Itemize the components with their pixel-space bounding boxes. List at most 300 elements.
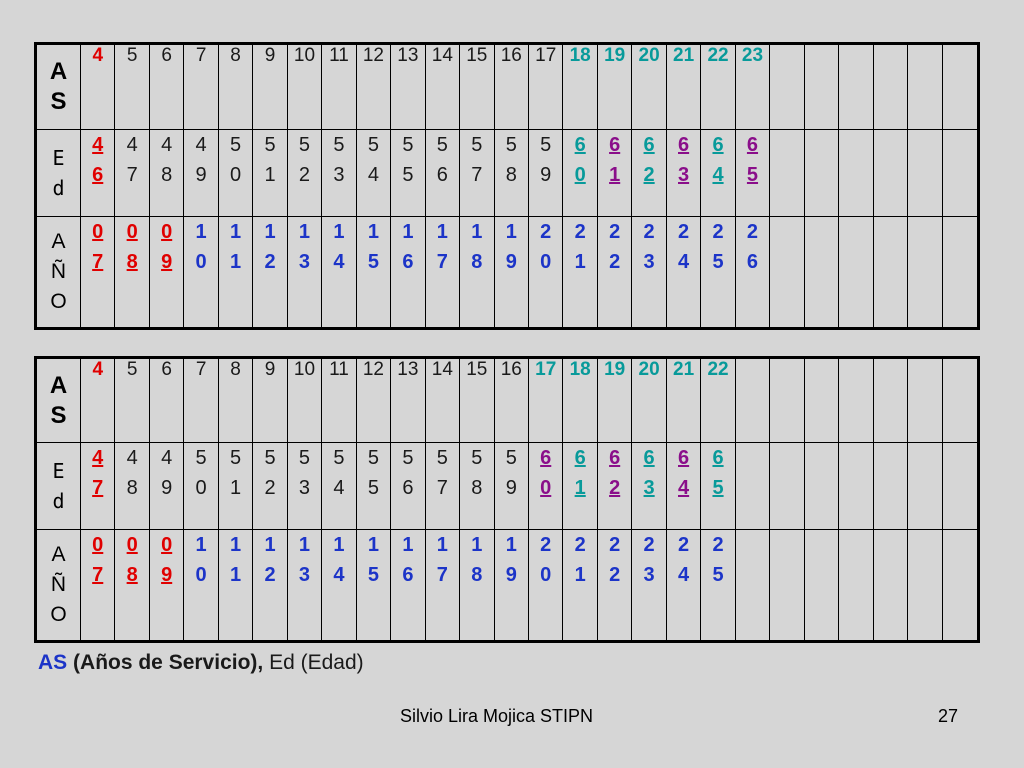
as-cell: [908, 359, 942, 443]
row-header-anio: [37, 217, 81, 327]
ed-cell: [391, 443, 425, 530]
as-cell: [81, 359, 115, 443]
as-cell: [529, 45, 563, 130]
age-value: 5 2: [264, 447, 276, 499]
as-value: 11: [329, 45, 349, 66]
ed-cell: [460, 130, 494, 217]
age-value: 6 1: [574, 447, 586, 499]
as-value: 9: [264, 359, 276, 380]
age-value: 5 6: [402, 447, 414, 499]
anio-cell: [288, 530, 322, 640]
as-value: 21: [673, 45, 695, 66]
as-value: 22: [707, 359, 729, 380]
anio-cell: [632, 530, 666, 640]
ed-cell: [391, 130, 425, 217]
as-value: 16: [500, 359, 522, 380]
anio-cell: [495, 217, 529, 327]
as-cell: [253, 45, 287, 130]
anio-cell: [701, 530, 735, 640]
anio-cell: [563, 530, 597, 640]
ed-cell: [322, 130, 356, 217]
as-cell: [874, 359, 908, 443]
anio-cell: [598, 530, 632, 640]
age-value: 5 1: [264, 134, 276, 186]
footer-author: Silvio Lira Mojica STIPN: [400, 706, 594, 726]
ed-cell: [874, 443, 908, 530]
anio-cell: [839, 217, 873, 327]
ed-cell: [253, 130, 287, 217]
ed-cell: [219, 443, 253, 530]
as-value: 17: [535, 359, 557, 380]
as-value: 10: [293, 359, 316, 380]
year-value: 0 8: [126, 221, 138, 273]
as-value: 8: [230, 45, 241, 66]
as-cell: [184, 45, 218, 130]
year-value: 1 5: [367, 221, 379, 273]
as-value: 13: [397, 359, 419, 380]
anio-cell: [874, 530, 908, 640]
year-value: 2 6: [746, 221, 759, 273]
ed-cell: [943, 443, 977, 530]
anio-cell: [357, 530, 391, 640]
as-cell: [426, 359, 460, 443]
as-value: 17: [535, 45, 557, 66]
anio-cell: [253, 217, 287, 327]
anio-cell: [495, 530, 529, 640]
year-value: 1 4: [333, 534, 345, 586]
ed-cell: [563, 130, 597, 217]
as-value: 15: [466, 359, 488, 380]
ed-cell: [253, 443, 287, 530]
ed-cell: [839, 443, 873, 530]
anio-cell: [150, 217, 184, 327]
age-value: 6 4: [712, 134, 724, 186]
row-header-letter: A: [49, 371, 68, 399]
ed-cell: [184, 130, 218, 217]
as-value: 12: [362, 45, 384, 66]
as-value: 10: [293, 45, 316, 66]
as-cell: [322, 45, 356, 130]
as-cell: [357, 45, 391, 130]
year-value: 2 5: [712, 534, 724, 586]
ed-cell: [495, 130, 529, 217]
age-value: 4 6: [92, 134, 104, 186]
as-value: 18: [569, 359, 591, 380]
ed-cell: [357, 130, 391, 217]
page-number: 27: [938, 706, 959, 726]
ed-cell: [115, 443, 149, 530]
as-cell: [219, 45, 253, 130]
age-value: 4 9: [161, 447, 173, 499]
as-cell: [736, 45, 770, 130]
ed-cell: [839, 130, 873, 217]
as-value: 5: [126, 45, 138, 66]
anio-cell: [391, 530, 425, 640]
ed-cell: [598, 443, 632, 530]
anio-cell: [908, 530, 942, 640]
year-value: 1 4: [333, 221, 345, 273]
ed-cell: [667, 443, 701, 530]
ed-cell: [701, 130, 735, 217]
legend: [38, 651, 364, 675]
age-value: 5 3: [333, 134, 345, 186]
anio-cell: [184, 217, 218, 327]
year-value: 1 3: [298, 221, 311, 273]
as-value: 23: [741, 45, 764, 66]
as-cell: [150, 359, 184, 443]
anio-cell: [667, 217, 701, 327]
age-value: 4 8: [161, 134, 173, 186]
year-value: 0 8: [126, 534, 138, 586]
ed-cell: [943, 130, 977, 217]
row-header-anio: [37, 530, 81, 640]
year-value: 2 4: [678, 221, 690, 273]
age-value: 5 5: [402, 134, 414, 186]
ed-cell: [598, 130, 632, 217]
anio-cell: [563, 217, 597, 327]
as-value: 19: [604, 45, 626, 66]
year-value: 1 9: [505, 221, 517, 273]
as-cell: [460, 45, 494, 130]
as-cell: [288, 45, 322, 130]
ed-cell: [426, 130, 460, 217]
anio-cell: [874, 217, 908, 327]
as-cell: [288, 359, 322, 443]
year-value: 2 4: [678, 534, 690, 586]
as-value: 11: [329, 359, 349, 380]
age-value: 5 8: [471, 447, 483, 499]
ed-cell: [805, 443, 839, 530]
as-value: 8: [230, 359, 241, 380]
anio-cell: [460, 530, 494, 640]
as-value: 5: [126, 359, 138, 380]
age-value: 6 4: [678, 447, 690, 499]
as-cell: [598, 359, 632, 443]
year-value: 1 6: [402, 221, 414, 273]
anio-cell: [701, 217, 735, 327]
as-value: 18: [569, 45, 591, 66]
as-cell: [908, 45, 942, 130]
age-value: 5 0: [230, 134, 242, 186]
ed-cell: [184, 443, 218, 530]
legend-ed-desc: Ed (Edad): [269, 651, 364, 674]
ed-cell: [701, 443, 735, 530]
anio-cell: [184, 530, 218, 640]
as-cell: [943, 359, 977, 443]
ed-cell: [770, 130, 804, 217]
age-value: 5 5: [367, 447, 379, 499]
year-value: 2 5: [712, 221, 724, 273]
ed-cell: [563, 443, 597, 530]
year-value: 2 2: [609, 534, 621, 586]
anio-cell: [219, 217, 253, 327]
as-value: 9: [264, 45, 276, 66]
year-value: 1 5: [367, 534, 379, 586]
age-value: 5 4: [333, 447, 345, 499]
age-value: 6 3: [643, 447, 655, 499]
anio-cell: [839, 530, 873, 640]
anio-cell: [219, 530, 253, 640]
anio-cell: [253, 530, 287, 640]
anio-cell: [667, 530, 701, 640]
ed-cell: [81, 130, 115, 217]
ed-cell: [460, 443, 494, 530]
as-cell: [81, 45, 115, 130]
as-value: 19: [604, 359, 626, 380]
row-header-letter: A: [49, 58, 68, 85]
as-cell: [184, 359, 218, 443]
age-value: 5 7: [471, 134, 483, 186]
year-value: 2 2: [609, 221, 621, 273]
ed-cell: [426, 443, 460, 530]
as-cell: [667, 359, 701, 443]
anio-cell: [805, 530, 839, 640]
as-cell: [563, 359, 597, 443]
anio-cell: [943, 530, 977, 640]
age-value: 6 0: [540, 447, 552, 499]
ed-cell: [219, 130, 253, 217]
year-value: 1 1: [230, 534, 242, 586]
year-value: 0 7: [92, 534, 104, 586]
age-value: 6 2: [643, 134, 655, 186]
ed-cell: [81, 443, 115, 530]
as-cell: [805, 359, 839, 443]
anio-cell: [81, 530, 115, 640]
ed-cell: [667, 130, 701, 217]
as-cell: [943, 45, 977, 130]
as-cell: [322, 359, 356, 443]
anio-cell: [908, 217, 942, 327]
as-cell: [391, 359, 425, 443]
year-value: 1 8: [471, 534, 483, 586]
row-header-letter: O: [50, 290, 67, 313]
as-cell: [598, 45, 632, 130]
year-value: 1 2: [264, 221, 276, 273]
as-cell: [150, 45, 184, 130]
year-value: 2 3: [643, 221, 655, 273]
age-value: 6 0: [574, 134, 586, 186]
as-cell: [219, 359, 253, 443]
row-header-letter: A: [51, 230, 66, 253]
as-cell: [529, 359, 563, 443]
age-value: 4 7: [126, 134, 138, 186]
year-value: 1 7: [436, 221, 448, 273]
as-value: 16: [500, 45, 522, 66]
age-value: 6 2: [609, 447, 621, 499]
year-value: 0 9: [161, 221, 173, 273]
age-value: 5 1: [230, 447, 242, 499]
ed-cell: [529, 130, 563, 217]
age-value: 5 4: [367, 134, 379, 186]
as-value: 14: [431, 359, 453, 380]
year-value: 2 3: [643, 534, 655, 586]
year-value: 2 1: [574, 534, 586, 586]
anio-cell: [736, 530, 770, 640]
year-value: 1 1: [230, 221, 242, 273]
ed-cell: [150, 130, 184, 217]
anio-cell: [529, 530, 563, 640]
anio-cell: [322, 530, 356, 640]
row-header-letter: d: [52, 176, 65, 200]
row-header-ed: [37, 130, 81, 217]
ed-cell: [736, 130, 770, 217]
row-header-letter: S: [50, 88, 67, 115]
age-value: 5 9: [540, 134, 552, 186]
as-value: 14: [431, 45, 453, 66]
row-header-letter: E: [52, 146, 65, 170]
ed-cell: [874, 130, 908, 217]
row-header-letter: A: [51, 543, 66, 566]
year-value: 1 8: [471, 221, 483, 273]
anio-cell: [805, 217, 839, 327]
as-value: 4: [92, 45, 104, 66]
ed-cell: [805, 130, 839, 217]
as-value: 22: [707, 45, 729, 66]
legend-as-abbr: AS: [38, 651, 68, 674]
as-cell: [770, 359, 804, 443]
anio-cell: [322, 217, 356, 327]
anio-cell: [770, 530, 804, 640]
ed-cell: [908, 130, 942, 217]
year-value: 1 7: [436, 534, 448, 586]
as-value: 6: [161, 45, 172, 66]
anio-cell: [426, 217, 460, 327]
as-value: 20: [638, 45, 660, 66]
age-value: 6 1: [609, 134, 621, 186]
anio-cell: [770, 217, 804, 327]
as-cell: [667, 45, 701, 130]
as-cell: [632, 359, 666, 443]
as-value: 6: [161, 359, 172, 380]
ed-cell: [529, 443, 563, 530]
service-years-table-1: [34, 42, 980, 330]
year-value: 1 2: [264, 534, 276, 586]
anio-cell: [426, 530, 460, 640]
as-value: 7: [195, 45, 207, 66]
year-value: 2 0: [540, 534, 552, 586]
anio-cell: [391, 217, 425, 327]
ed-cell: [736, 443, 770, 530]
year-value: 1 6: [402, 534, 414, 586]
as-cell: [357, 359, 391, 443]
anio-cell: [115, 530, 149, 640]
legend-as-desc: (Años de Servicio),: [73, 651, 264, 674]
as-cell: [701, 45, 735, 130]
as-cell: [460, 359, 494, 443]
age-value: 4 7: [92, 447, 104, 499]
anio-cell: [529, 217, 563, 327]
age-value: 4 8: [126, 447, 138, 499]
as-cell: [770, 45, 804, 130]
as-cell: [115, 45, 149, 130]
age-value: 6 5: [746, 134, 759, 186]
as-cell: [839, 359, 873, 443]
as-cell: [839, 45, 873, 130]
ed-cell: [288, 130, 322, 217]
as-value: 12: [362, 359, 384, 380]
age-value: 5 8: [505, 134, 517, 186]
anio-cell: [632, 217, 666, 327]
anio-cell: [81, 217, 115, 327]
as-cell: [563, 45, 597, 130]
row-header-letter: E: [52, 459, 65, 483]
year-value: 1 3: [298, 534, 311, 586]
age-value: 5 3: [298, 447, 311, 499]
row-header-letter: Ñ: [50, 260, 67, 283]
year-value: 0 9: [161, 534, 173, 586]
as-cell: [701, 359, 735, 443]
age-value: 5 6: [436, 134, 448, 186]
ed-cell: [288, 443, 322, 530]
row-header-letter: d: [52, 489, 65, 513]
year-value: 2 0: [540, 221, 552, 273]
age-value: 5 9: [505, 447, 517, 499]
as-value: 15: [466, 45, 488, 66]
age-value: 5 7: [436, 447, 448, 499]
row-header-letter: Ñ: [50, 573, 67, 596]
age-value: 4 9: [195, 134, 207, 186]
year-value: 1 0: [195, 221, 207, 273]
year-value: 0 7: [92, 221, 104, 273]
anio-cell: [288, 217, 322, 327]
ed-cell: [632, 130, 666, 217]
ed-cell: [632, 443, 666, 530]
as-value: 21: [673, 359, 695, 380]
as-value: 13: [397, 45, 419, 66]
as-value: 20: [638, 359, 660, 380]
as-cell: [736, 359, 770, 443]
row-header-letter: O: [50, 603, 67, 626]
anio-cell: [357, 217, 391, 327]
anio-cell: [150, 530, 184, 640]
age-value: 5 2: [298, 134, 311, 186]
year-value: 1 0: [195, 534, 207, 586]
as-cell: [115, 359, 149, 443]
as-cell: [874, 45, 908, 130]
as-cell: [632, 45, 666, 130]
as-cell: [495, 45, 529, 130]
as-cell: [391, 45, 425, 130]
anio-cell: [460, 217, 494, 327]
ed-cell: [357, 443, 391, 530]
ed-cell: [495, 443, 529, 530]
ed-cell: [770, 443, 804, 530]
age-value: 6 5: [712, 447, 724, 499]
age-value: 6 3: [678, 134, 690, 186]
as-cell: [426, 45, 460, 130]
anio-cell: [598, 217, 632, 327]
year-value: 1 9: [505, 534, 517, 586]
anio-cell: [943, 217, 977, 327]
row-header-ed: [37, 443, 81, 530]
anio-cell: [736, 217, 770, 327]
age-value: 5 0: [195, 447, 207, 499]
anio-cell: [115, 217, 149, 327]
ed-cell: [908, 443, 942, 530]
as-value: 7: [195, 359, 207, 380]
as-cell: [805, 45, 839, 130]
ed-cell: [322, 443, 356, 530]
as-cell: [495, 359, 529, 443]
as-value: 4: [92, 359, 104, 380]
row-header-letter: S: [50, 401, 67, 429]
service-years-table-2: [34, 356, 980, 643]
ed-cell: [115, 130, 149, 217]
as-cell: [253, 359, 287, 443]
row-header-as: [37, 45, 81, 130]
row-header-as: [37, 359, 81, 443]
year-value: 2 1: [574, 221, 586, 273]
